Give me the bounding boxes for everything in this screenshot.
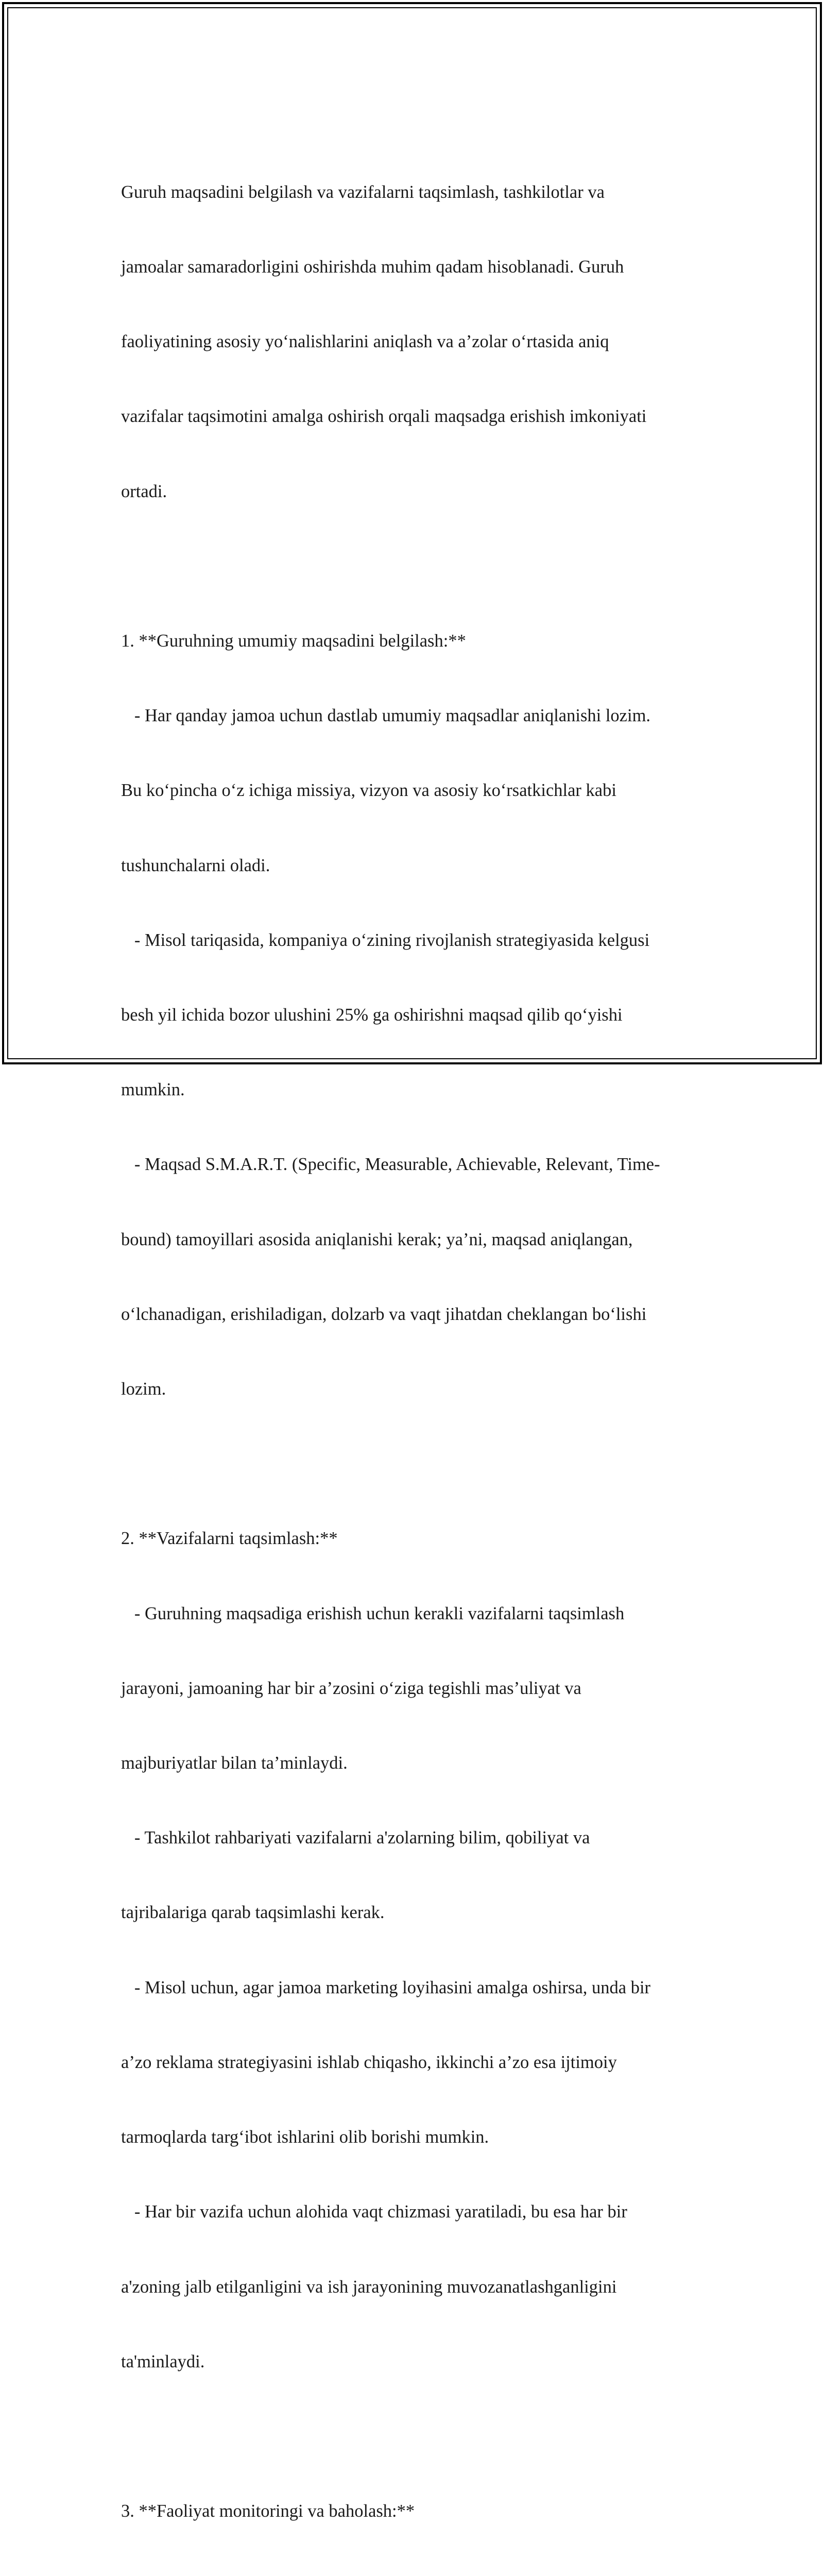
- text-line: besh yil ichida bozor ulushini 25% ga oshirishni maqsad qilib qo‘yishi: [121, 1005, 623, 1025]
- text-line: - Har bir vazifa uchun alohida vaqt chizmasi yaratiladi, bu esa har bir: [121, 2202, 627, 2222]
- text-line: - Tashkilot rahbariyati vazifalarni a'zolarning bilim, qobiliyat va: [121, 1828, 590, 1848]
- text-line: a’zo reklama strategiyasini ishlab chiqasho, ikkinchi a’zo esa ijtimoiy: [121, 2052, 617, 2072]
- text-line: jarayoni, jamoaning har bir a’zosini o‘ziga tegishli mas’uliyat va: [121, 1678, 581, 1698]
- text-line: ortadi.: [121, 481, 167, 501]
- text-line: tajribalariga qarab taqsimlashi kerak.: [121, 1903, 385, 1923]
- section-heading-1: 1. **Guruhning umumiy maqsadini belgilash:**: [121, 631, 466, 651]
- text-line: - Maqsad S.M.A.R.T. (Specific, Measurable, Achievable, Relevant, Time-: [121, 1155, 660, 1175]
- blank-line: [121, 2424, 708, 2449]
- text-line: - Har qanday jamoa uchun dastlab umumiy maqsadlar aniqlanishi lozim.: [121, 706, 651, 726]
- text-line: - Guruhning maqsadiga erishish uchun kerakli vazifalarni taqsimlash: [121, 1603, 625, 1623]
- text-line: faoliyatining asosiy yo‘nalishlarini aniqlash va a’zolar o‘rtasida aniq: [121, 332, 609, 352]
- text-line: o‘lchanadigan, erishiladigan, dolzarb va vaqt jihatdan cheklangan bo‘lishi: [121, 1304, 647, 1324]
- text-line: tushunchalarni oladi.: [121, 855, 270, 875]
- text-line: ta'minlaydi.: [121, 2351, 205, 2371]
- text-line: Guruh maqsadini belgilash va vazifalarni taqsimlash, tashkilotlar va: [121, 182, 605, 202]
- text-line: Bu ko‘pincha o‘z ichiga missiya, vizyon va asosiy ko‘rsatkichlar kabi: [121, 781, 616, 801]
- text-line: [121, 2573, 708, 2576]
- document-body: [121, 130, 708, 2576]
- text-line: lozim.: [121, 1379, 166, 1399]
- text-line: tarmoqlarda targ‘ibot ishlarini olib borishi mumkin.: [121, 2127, 489, 2147]
- text-line: vazifalar taqsimotini amalga oshirish orqali maqsadga erishish imkoniyati: [121, 406, 647, 427]
- blank-line: [121, 1451, 708, 1476]
- section-heading-2: 2. **Vazifalarni taqsimlash:**: [121, 1529, 338, 1549]
- section-heading-3: 3. **Faoliyat monitoringi va baholash:**: [121, 2501, 415, 2521]
- text-line: bound) tamoyillari asosida aniqlanishi kerak; ya’ni, maqsad aniqlangan,: [121, 1229, 633, 1249]
- text-line: a'zoning jalb etilganligini va ish jarayonining muvozanatlashganligini: [121, 2277, 617, 2297]
- text-line: mumkin.: [121, 1080, 185, 1100]
- text-line: - Misol uchun, agar jamoa marketing loyihasini amalga oshirsa, unda bir: [121, 1977, 651, 1997]
- text-line: majburiyatlar bilan ta’minlaydi.: [121, 1753, 348, 1773]
- text-line: - Misol tariqasida, kompaniya o‘zining rivojlanish strategiyasida kelgusi: [121, 930, 650, 950]
- text-line: jamoalar samaradorligini oshirishda muhim qadam hisoblanadi. Guruh: [121, 257, 624, 277]
- blank-line: [121, 554, 708, 579]
